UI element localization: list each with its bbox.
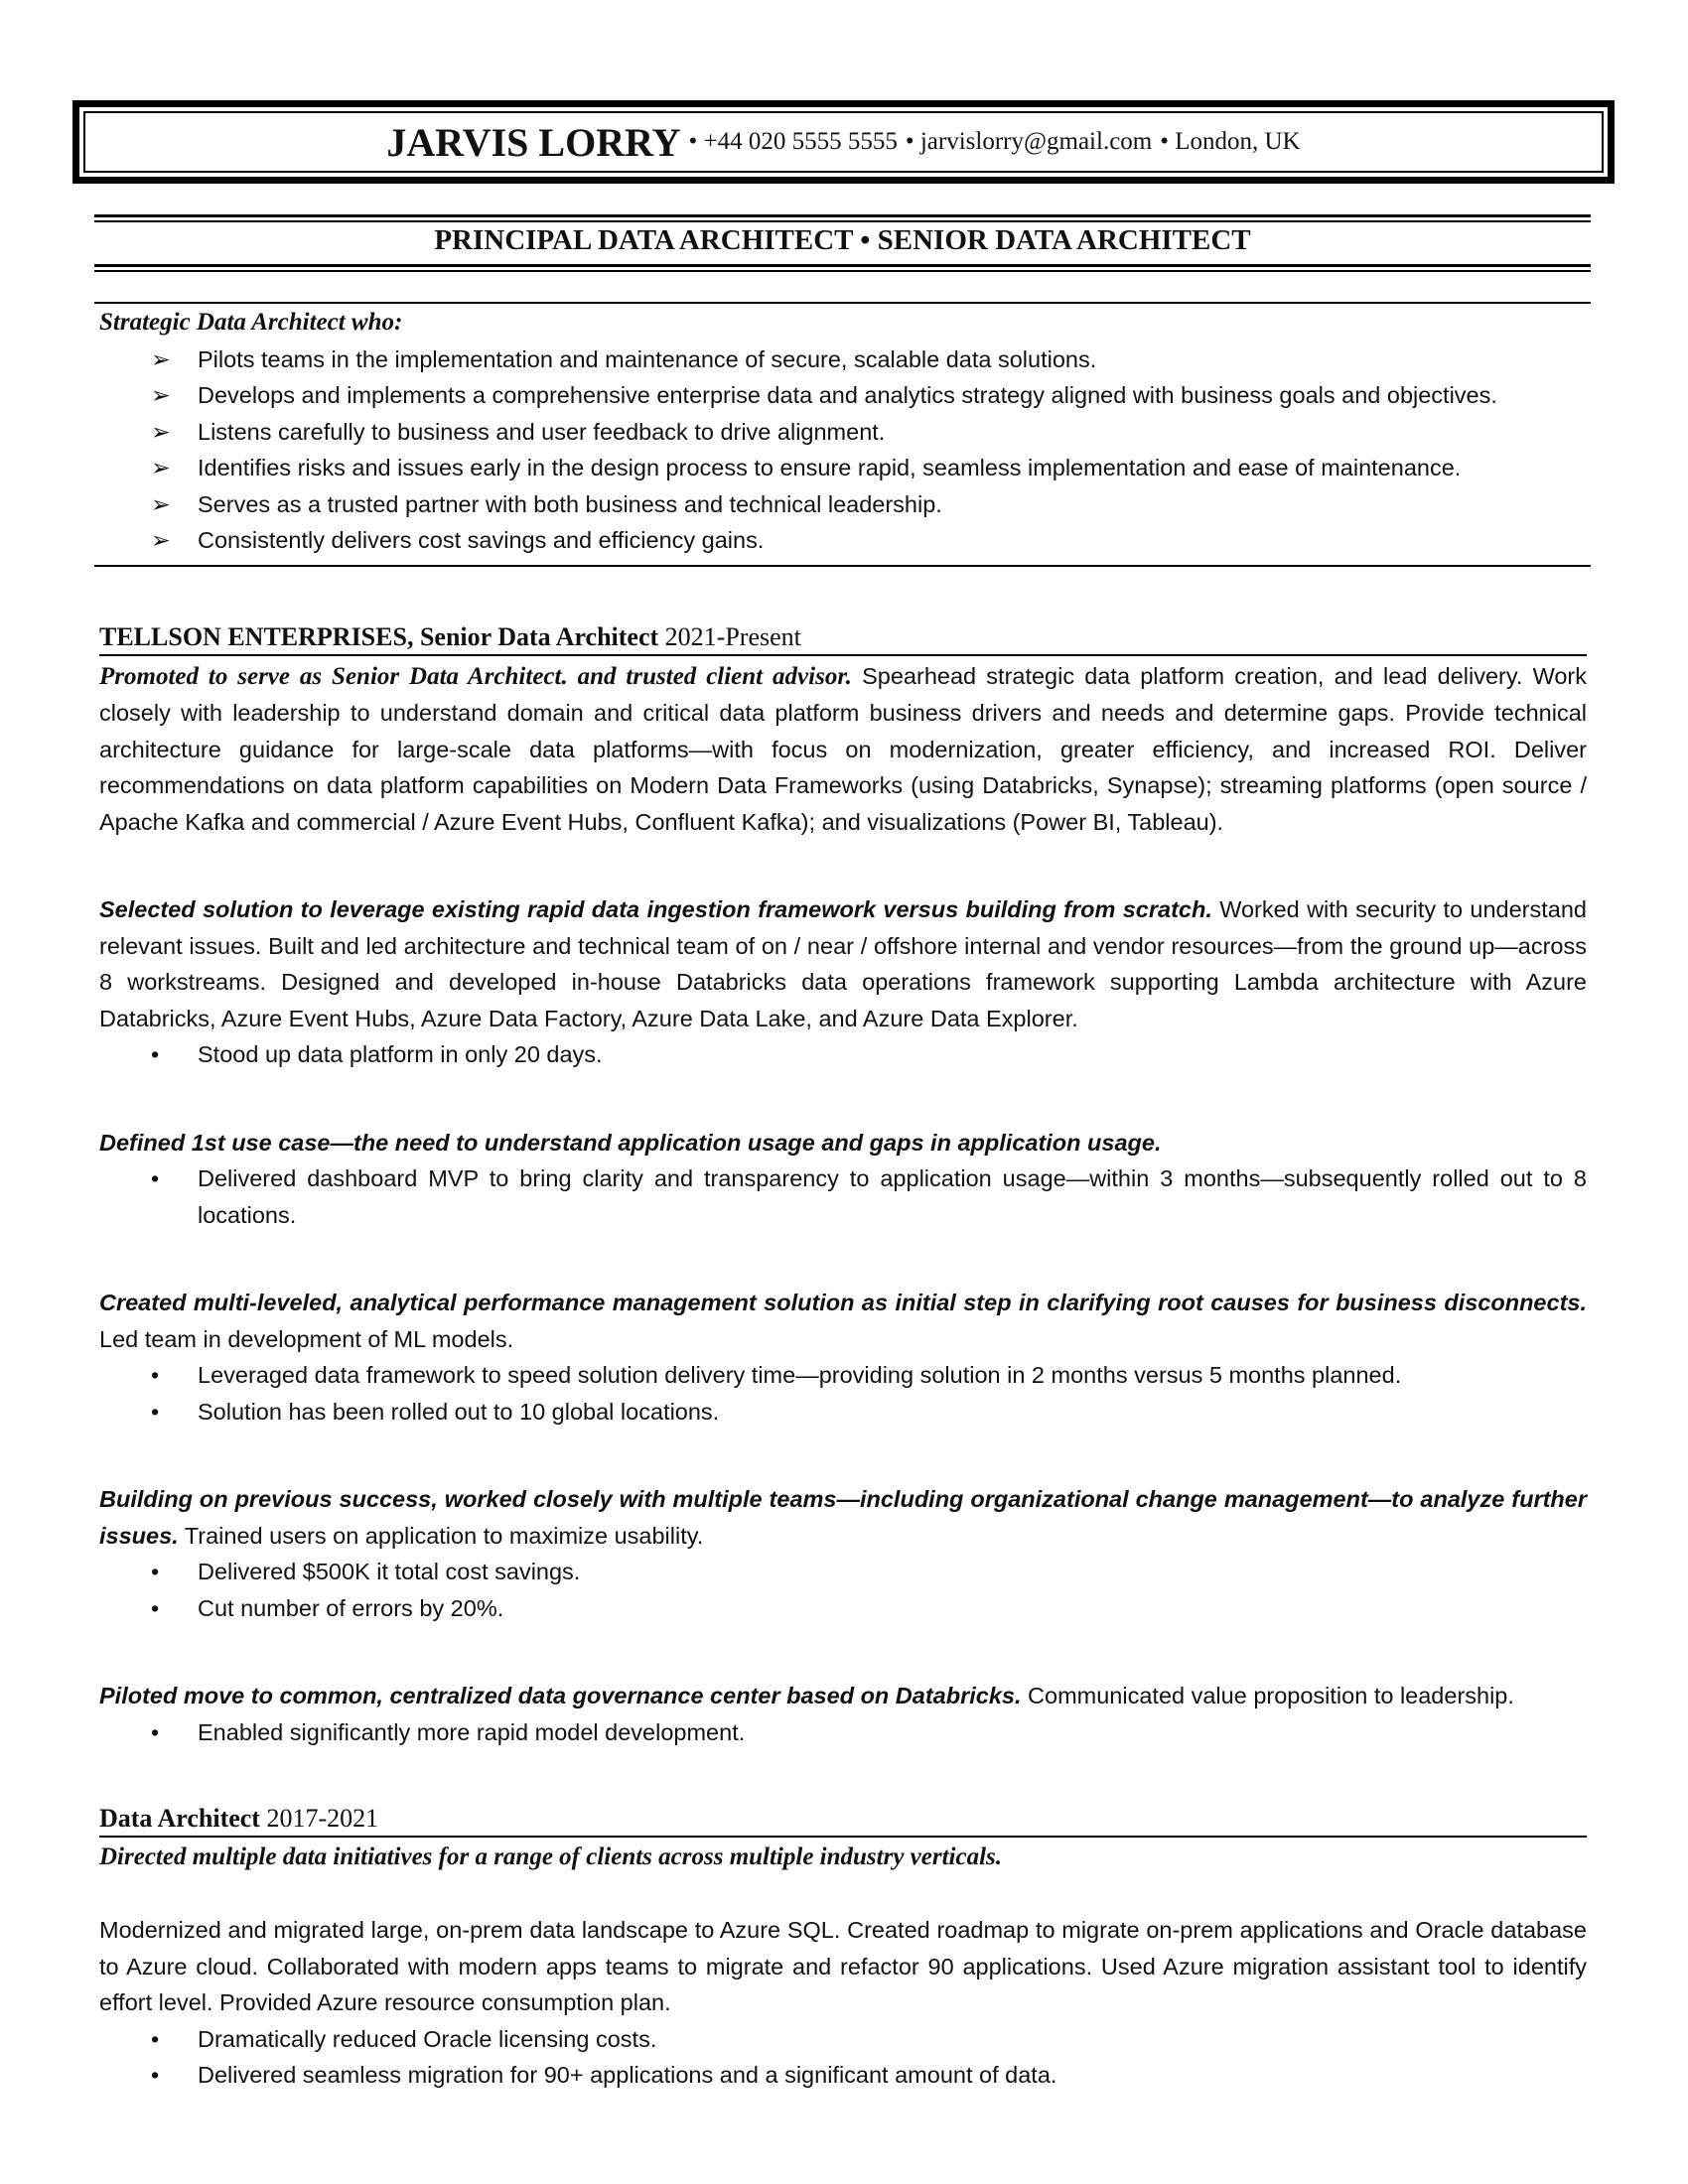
summary-item [99,450,1587,486]
job-subheading: Directed multiple data initiatives for a range of clients across multiple industry verticals. [99,1843,1003,1870]
summary-item [99,377,1587,414]
spacer [99,840,1587,891]
achievement-text: Modernized and migrated large, on-prem data landscape to Azure SQL. Created roadmap to migrate on-prem applications and Oracle database to Azure cloud. Collaborated with modern apps teams to migrate and refactor 90 applications. Used Azure migration assistant tool to identify effort level. Provided Azure resource consumption plan. [99,1917,1587,2015]
bullet-item [99,1357,1587,1394]
achievement-paragraph [99,891,1587,1036]
header-box [72,100,1615,184]
arrow-bullet-icon: ➢ [151,527,171,553]
phone: • +44 020 5555 5555 [688,128,898,155]
achievement-bullets [99,1714,1587,1751]
achievement-text: Communicated value proposition to leadership. [1021,1683,1514,1708]
achievement-bullets [99,1554,1587,1626]
bullet-item [99,1394,1587,1431]
resume-content [99,305,1587,2094]
achievement-text: Trained users on application to maximize usability. [178,1522,704,1549]
achievement-text: Spearhead strategic data platform creation, and lead delivery. Work closely with leadership to understand domain and critical data platform business drivers and needs and determine gaps. Provide technical architecture guidance for large-scale data platforms—with focus on modernization, greater efficiency, and increased ROI. Deliver recommendations on data platform capabilities on Modern Data Frameworks (using Databricks, Synapse); streaming platforms (open source / Apache Kafka and commercial / Azure Event Hubs, Confluent Kafka); and visualizations (Power BI, Tableau). [99,662,1587,835]
spacer [99,1876,1587,1913]
bullet-item [99,2057,1587,2094]
summary-item-text: Listens carefully to business and user feedback to drive alignment. [198,418,886,445]
achievement-lead: Promoted to serve as Senior Data Architect. and trusted client advisor. [99,662,852,690]
spacer [99,1430,1587,1481]
bullet-text: Delivered $500K it total cost savings. [198,1559,581,1584]
summary-item-text: Consistently delivers cost savings and efficiency gains. [198,527,765,553]
bullet-dot-icon: • [151,1559,160,1584]
arrow-bullet-icon: ➢ [151,490,171,517]
achievement-paragraph [99,1285,1587,1357]
achievement-paragraph [99,1481,1587,1554]
summary-list [99,341,1587,559]
job-heading [99,1802,1587,1838]
summary-item [99,486,1587,523]
candidate-name: JARVIS LORRY [386,119,681,165]
bullet-dot-icon: • [151,1594,160,1621]
bullet-text: Delivered seamless migration for 90+ applications and a significant amount of data. [198,2062,1057,2088]
bullet-dot-icon: • [151,1362,160,1388]
summary-item [99,414,1587,451]
achievement-paragraph [99,658,1587,841]
achievement-paragraph [99,1125,1587,1161]
arrow-bullet-icon: ➢ [151,455,171,480]
job-heading [99,620,1587,656]
summary-item [99,522,1587,559]
bullet-text: Stood up data platform in only 20 days. [198,1041,603,1067]
spacer [99,1626,1587,1678]
achievement-paragraph [99,1912,1587,2021]
achievement-paragraph [99,1678,1587,1714]
job-dates: 2021-Present [664,621,801,651]
arrow-bullet-icon: ➢ [151,418,171,445]
bullet-item [99,2021,1587,2058]
bullet-item [99,1590,1587,1627]
bullet-text: Enabled significantly more rapid model development. [198,1718,746,1745]
bullet-dot-icon: • [151,2025,160,2052]
summary-heading: Strategic Data Architect who: [99,309,403,336]
bullet-item [99,1554,1587,1590]
summary-item-text: Identifies risks and issues early in the design process to ensure rapid, seamless implementation and ease of maintenance. [198,455,1462,480]
bullet-item [99,1036,1587,1073]
bullet-text: Dramatically reduced Oracle licensing costs. [198,2025,657,2052]
arrow-bullet-icon: ➢ [151,382,171,408]
summary-item-text: Develops and implements a comprehensive enterprise data and analytics strategy aligned with business goals and objectives. [198,382,1497,408]
bullet-dot-icon: • [151,2062,160,2088]
bullet-text: Solution has been rolled out to 10 global locations. [198,1398,720,1425]
job-title: Data Architect [99,1804,260,1833]
summary-rule-top [94,302,1591,304]
achievement-bullets [99,1357,1587,1430]
location: • London, UK [1160,128,1301,155]
bullet-text: Delivered dashboard MVP to bring clarity and transparency to application usage—within 3 months—subsequently rolled out to 8 locations. [198,1165,1587,1228]
headline-title: PRINCIPAL DATA ARCHITECT • SENIOR DATA ARCHITECT [434,224,1251,256]
summary-item [99,341,1587,378]
achievement-text: Worked with security to understand relevant issues. Built and led architecture and technical team of on / near / offshore internal and vendor resources—from the ground up—across 8 workstreams. Designed and developed in-house Databricks data operations framework supporting Lambda architecture with Azure Databricks, Azure Event Hubs, Azure Data Factory, Azure Data Lake, and Azure Data Explorer. [99,896,1587,1031]
achievement-lead: Building on previous success, worked closely with multiple teams—including organizational change management—to analyze further issues. [99,1486,1587,1549]
bullet-dot-icon: • [151,1718,160,1745]
title-rule-bottom [94,264,1591,272]
bullet-item [99,1714,1587,1751]
achievement-lead: Piloted move to common, centralized data governance center based on Databricks. [99,1683,1022,1708]
bullet-dot-icon: • [151,1398,160,1425]
bullet-dot-icon: • [151,1041,160,1067]
header-inner [83,111,1604,173]
bullet-dot-icon: • [151,1165,160,1191]
spacer [99,1750,1587,1802]
spacer [99,1073,1587,1125]
achievement-lead: Selected solution to leverage existing rapid data ingestion framework versus building from scratch. [99,896,1212,922]
achievement-bullets [99,1036,1587,1073]
achievement-bullets [99,2021,1587,2094]
achievement-lead: Defined 1st use case—the need to understand application usage and gaps in application usage. [99,1129,1162,1156]
email: • jarvislorry@gmail.com [905,128,1153,155]
achievement-bullets [99,1160,1587,1233]
experience-section [99,620,1587,2094]
job-dates: 2017-2021 [266,1804,379,1833]
spacer [99,1233,1587,1285]
title-rule-top [94,214,1591,222]
arrow-bullet-icon: ➢ [151,345,171,372]
achievement-text: Led team in development of ML models. [99,1325,514,1352]
bullet-text: Leveraged data framework to speed solution delivery time—providing solution in 2 months versus 5 months planned. [198,1362,1402,1388]
summary-item-text: Pilots teams in the implementation and maintenance of secure, scalable data solutions. [198,345,1097,372]
bullet-text: Cut number of errors by 20%. [198,1594,504,1621]
summary-item-text: Serves as a trusted partner with both business and technical leadership. [198,490,942,517]
job-title: TELLSON ENTERPRISES, Senior Data Architect [99,621,659,651]
achievement-lead: Created multi-leveled, analytical performance management solution as initial step in clarifying root causes for business disconnects. [99,1290,1587,1315]
bullet-item [99,1160,1587,1233]
